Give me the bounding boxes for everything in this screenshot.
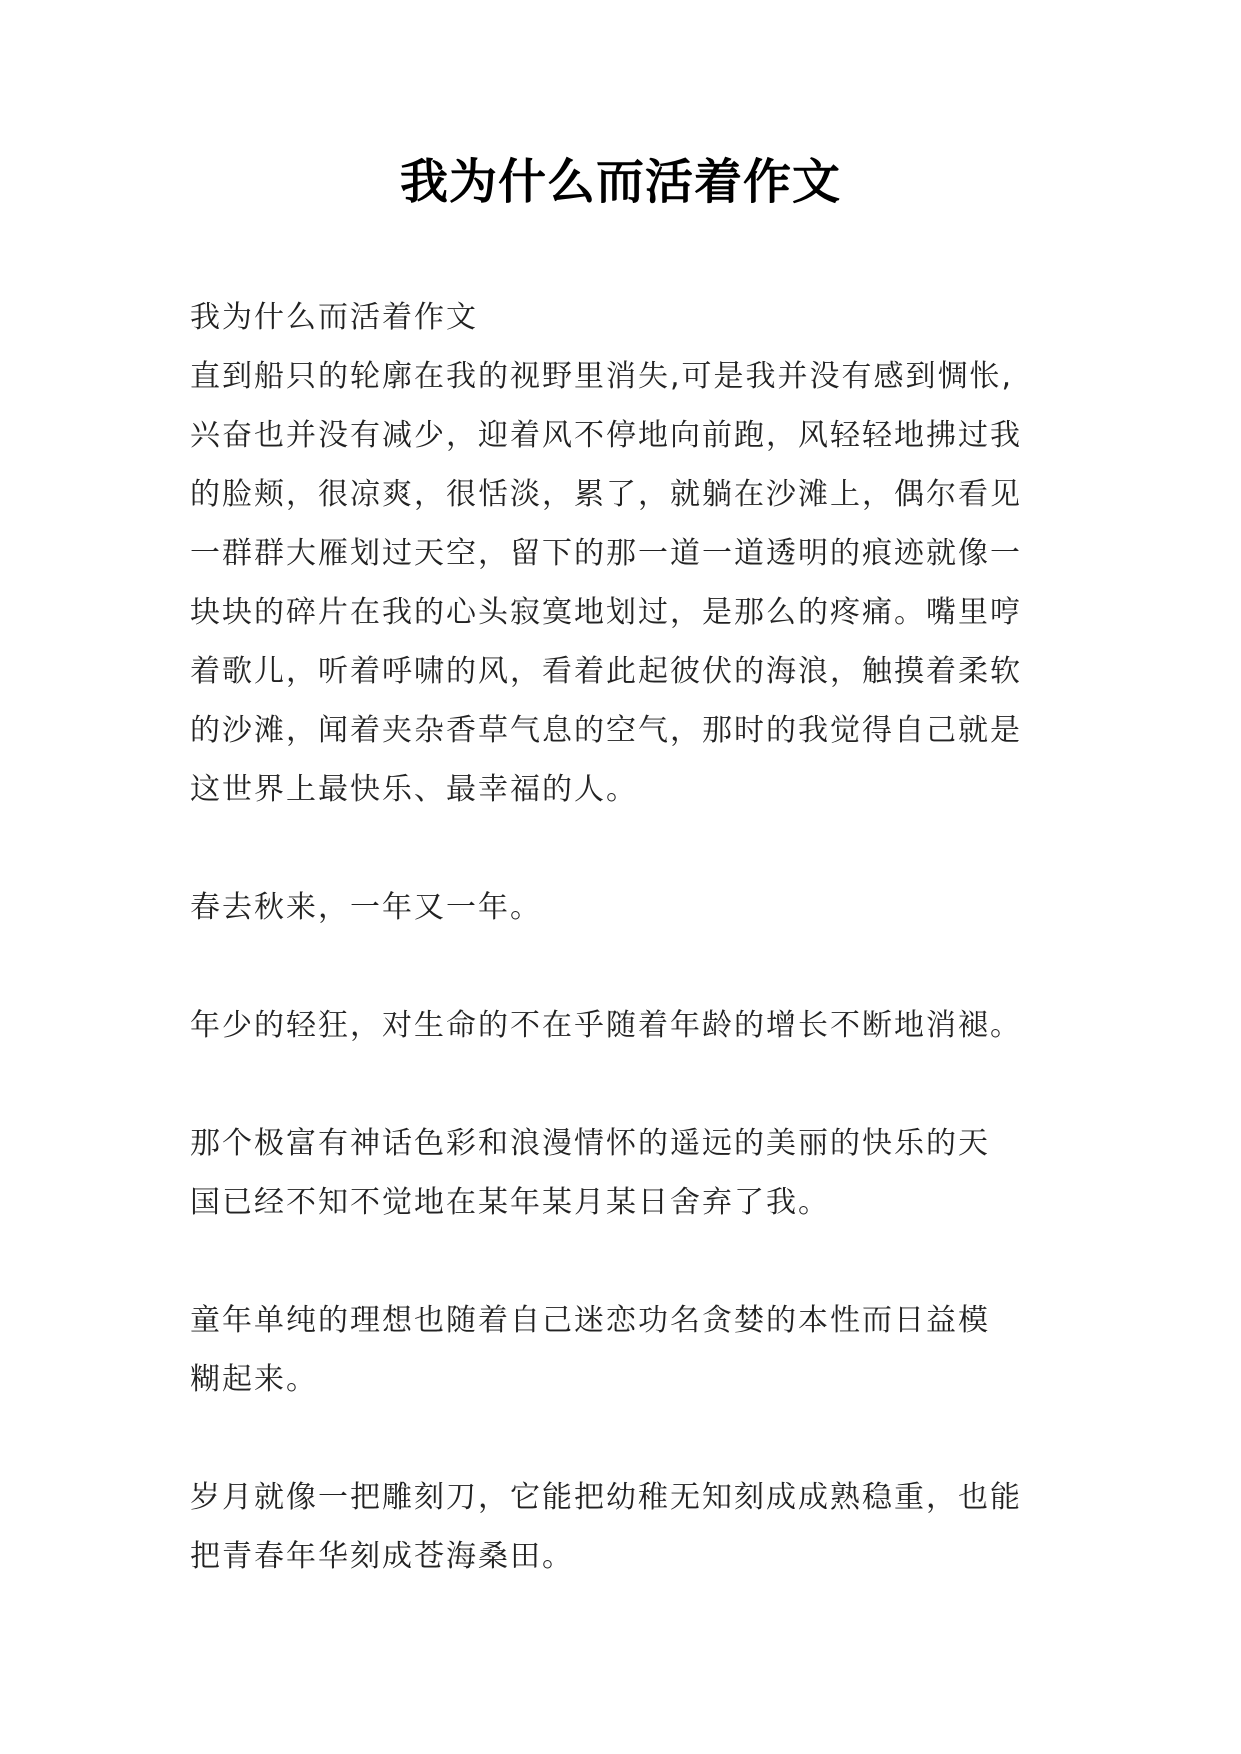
paragraph-gap <box>190 819 1060 878</box>
text-line: 这世界上最快乐、最幸福的人。 <box>190 772 638 807</box>
document-title: 我为什么而活着作文 <box>399 154 841 210</box>
paragraph-gap <box>190 1232 1060 1291</box>
text-line: 岁月就像一把雕刻刀，它能把幼稚无知刻成成熟稳重，也能 <box>190 1480 1022 1515</box>
text-line: 把青春年华刻成苍海桑田。 <box>190 1539 574 1574</box>
text-line: 国已经不知不觉地在某年某月某日舍弃了我。 <box>190 1185 830 1220</box>
document-body <box>190 288 1060 1586</box>
text-line: 我为什么而活着作文 <box>190 300 478 335</box>
paragraph-gap <box>190 1409 1060 1468</box>
text-line: 童年单纯的理想也随着自己迷恋功名贪婪的本性而日益模 <box>190 1303 990 1338</box>
text-line: 糊起来。 <box>190 1362 318 1397</box>
paragraph-gap <box>190 1055 1060 1114</box>
paragraph <box>190 878 1060 937</box>
text-line: 的脸颊，很凉爽，很恬淡，累了，就躺在沙滩上，偶尔看见 <box>190 477 1022 512</box>
paragraph <box>190 1114 1060 1232</box>
paragraph <box>190 1291 1060 1409</box>
paragraph <box>190 347 1060 819</box>
paragraph <box>190 288 1060 347</box>
paragraph-gap <box>190 937 1060 996</box>
text-line: 年少的轻狂，对生命的不在乎随着年龄的增长不断地消褪。 <box>190 1008 1022 1043</box>
text-line: 块块的碎片在我的心头寂寞地划过，是那么的疼痛。嘴里哼 <box>190 595 1022 630</box>
text-line: 兴奋也并没有减少，迎着风不停地向前跑，风轻轻地拂过我 <box>190 418 1022 453</box>
text-line: 直到船只的轮廓在我的视野里消失,可是我并没有感到惆怅, <box>190 359 1014 394</box>
text-line: 的沙滩，闻着夹杂香草气息的空气，那时的我觉得自己就是 <box>190 713 1022 748</box>
paragraph <box>190 1468 1060 1586</box>
text-line: 春去秋来，一年又一年。 <box>190 890 542 925</box>
text-line: 着歌儿，听着呼啸的风，看着此起彼伏的海浪，触摸着柔软 <box>190 654 1022 689</box>
text-line: 一群群大雁划过天空，留下的那一道一道透明的痕迹就像一 <box>190 536 1022 571</box>
text-line: 那个极富有神话色彩和浪漫情怀的遥远的美丽的快乐的天 <box>190 1126 990 1161</box>
paragraph <box>190 996 1060 1055</box>
